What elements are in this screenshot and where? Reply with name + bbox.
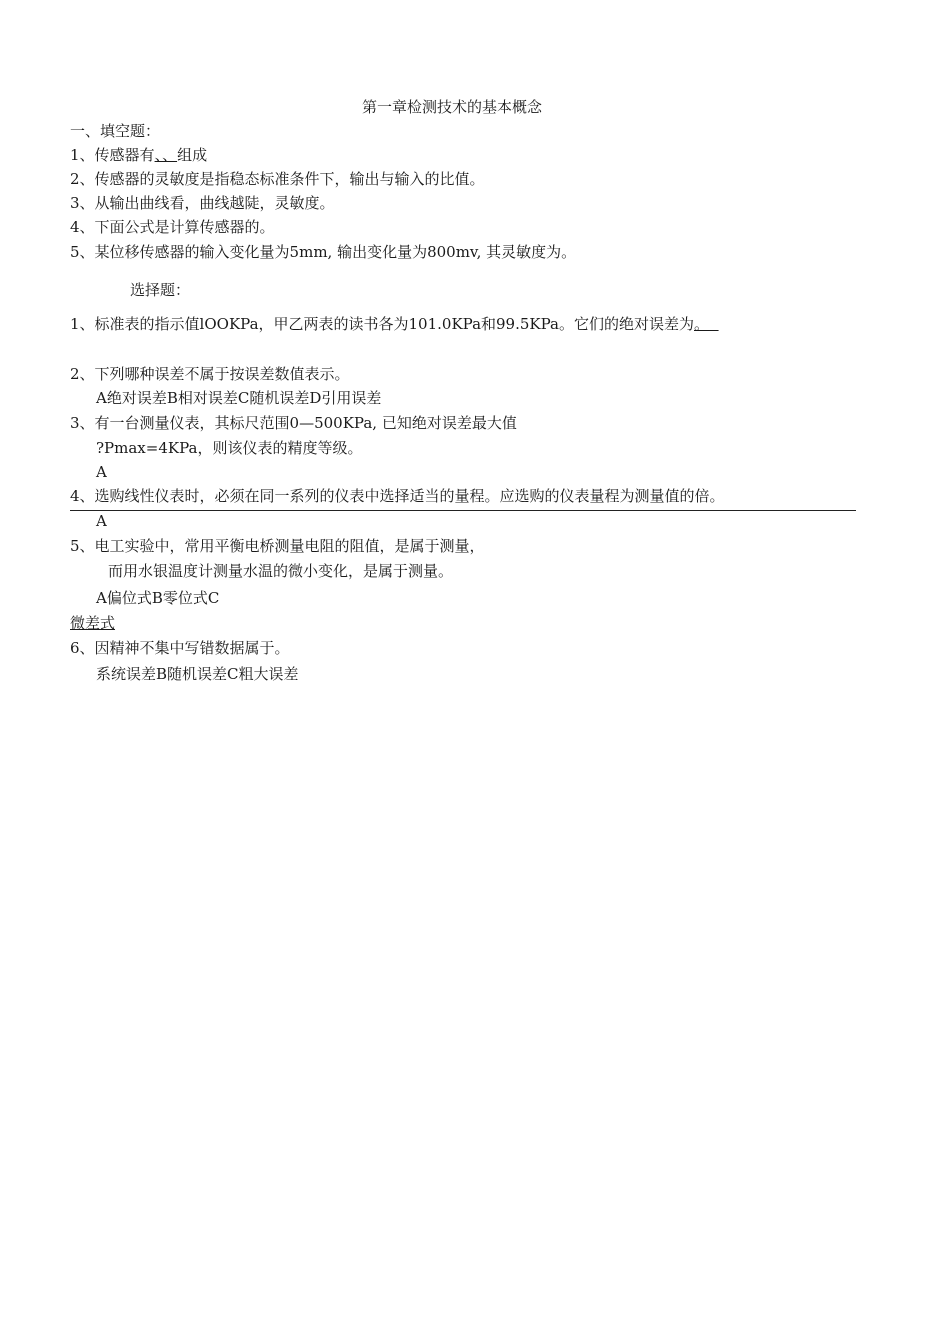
fill-section-heading: 一、填空题：	[70, 122, 161, 140]
item-number: 4、	[70, 487, 95, 505]
item-number: 3、	[70, 194, 95, 212]
choice-question-3	[70, 413, 517, 433]
horizontal-rule	[70, 510, 856, 511]
item-text: 标准表的指示值lOOKPa，甲乙两表的读书各为101.0KPa和99.5KPa。它们的绝对误差为	[94, 315, 694, 333]
choice-question-3-answer: A	[96, 463, 107, 481]
fill-item-4	[70, 217, 275, 237]
fill-item-5	[70, 242, 576, 262]
answer-blank-tail	[709, 315, 719, 333]
fill-item-1	[70, 145, 207, 165]
choice-question-5	[70, 536, 485, 556]
choice-question-5-options-wrap: 微差式	[70, 614, 116, 632]
item-text: 选购线性仪表时，必须在同一系列的仪表中选择适当的量程。应选购的仪表量程为测量值的倍。	[94, 487, 725, 505]
choice-question-6-options: 系统误差B随机误差C粗大误差	[96, 665, 299, 683]
choice-question-5-options: A偏位式B零位式C	[96, 589, 220, 607]
item-number: 5、	[70, 537, 95, 555]
item-number: 3、	[70, 414, 95, 432]
item-number: 1、	[70, 146, 95, 164]
item-text: 传感器的灵敏度是指稳态标准条件下，输出与输入的比值。	[94, 170, 485, 188]
answer-blank: 。	[694, 315, 710, 333]
item-number: 5、	[70, 243, 95, 261]
item-number: 6、	[70, 639, 95, 657]
item-text: 从输出曲线看，曲线越陡，灵敏度。	[94, 194, 335, 212]
choice-question-4-answer: A	[96, 512, 107, 530]
item-number: 2、	[70, 365, 95, 383]
answer-blank: 、、	[154, 146, 178, 164]
choice-question-2	[70, 364, 350, 384]
item-text: 传感器有	[94, 146, 155, 164]
choice-question-4	[70, 486, 725, 506]
page-title: 第一章检测技术的基本概念	[362, 98, 543, 116]
choice-question-3-line-2: ?Pmax=4KPa，则该仪表的精度等级。	[96, 439, 363, 457]
choice-question-1	[70, 314, 719, 334]
item-number: 2、	[70, 170, 95, 188]
item-text: 某位移传感器的输入变化量为5mm, 输出变化量为800mv, 其灵敏度为。	[94, 243, 577, 261]
item-text: 下列哪种误差不属于按误差数值表示。	[94, 365, 350, 383]
choice-question-6	[70, 638, 290, 658]
fill-item-3	[70, 193, 335, 213]
item-text: 有一台测量仪表，其标尺范围0—500KPa, 已知绝对误差最大值	[94, 414, 517, 432]
fill-item-2	[70, 169, 485, 189]
item-text: 下面公式是计算传感器的。	[94, 218, 275, 236]
choice-question-2-options: A绝对误差B相对误差C随机误差D引用误差	[96, 389, 382, 407]
item-text: 因精神不集中写错数据属于。	[94, 639, 290, 657]
item-number: 1、	[70, 315, 95, 333]
item-text-after: 组成	[177, 146, 208, 164]
item-number: 4、	[70, 218, 95, 236]
item-text: 电工实验中，常用平衡电桥测量电阻的阻值，是属于测量，	[94, 537, 485, 555]
choice-section-heading: 选择题：	[130, 281, 191, 299]
choice-question-5-line-2: 而用水银温度计测量水温的微小变化，是属于测量。	[108, 562, 454, 580]
